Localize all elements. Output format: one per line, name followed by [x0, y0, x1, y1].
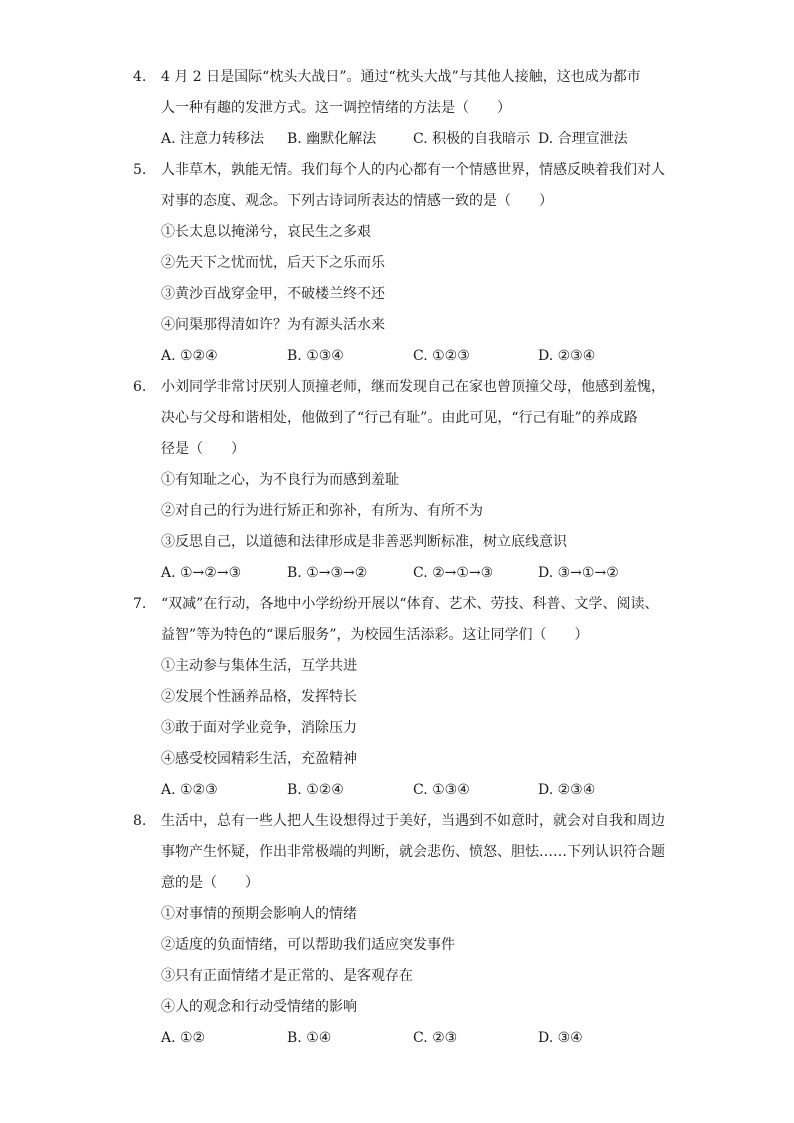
option-c: C. ①②③ [413, 348, 470, 364]
question-number: 8. [133, 813, 147, 829]
option-b: B. ①③④ [287, 348, 344, 364]
question-stem-line: 人非草木，孰能无情。我们每个人的内心都有一个情感世界，情感反映着我们对人 [161, 162, 665, 178]
question-stem-line: 生活中，总有一些人把人生设想得过于美好，当遇到不如意时，就会对自我和周边 [161, 813, 665, 829]
option-c: C. 积极的自我暗示 [413, 131, 531, 147]
statement-item: ②对自己的行为进行矫正和弥补，有所为、有所不为 [161, 503, 483, 519]
statement-item: ③敢于面对学业竞争，消除压力 [161, 720, 357, 736]
statement-item: ②发展个性涵养品格，发挥特长 [161, 689, 357, 705]
statement-item: ①长太息以掩涕兮，哀民生之多艰 [161, 224, 371, 240]
statement-item: ①有知耻之心，为不良行为而感到羞耻 [161, 472, 399, 488]
option-a: A. ①②③ [161, 782, 218, 798]
statement-item: ③黄沙百战穿金甲，不破楼兰终不还 [161, 286, 385, 302]
question-stem-line: 对事的态度、观念。下列古诗词所表达的情感一致的是（ ） [161, 193, 553, 209]
option-a: A. ①→②→③ [161, 565, 242, 581]
option-d: D. ②③④ [538, 782, 596, 798]
option-a: A. 注意力转移法 [161, 131, 265, 147]
question-stem-line: 人一种有趣的发泄方式。这一调控情绪的方法是（ ） [161, 100, 511, 116]
option-b: B. 幽默化解法 [287, 131, 377, 147]
statement-item: ②先天下之忧而忧，后天下之乐而乐 [161, 255, 385, 271]
question-stem-line: 4 月 2 日是国际“枕头大战日”。通过“枕头大战”与其他人接触，这也成为都市 [161, 69, 641, 85]
statement-item: ①对事情的预期会影响人的情绪 [161, 906, 357, 922]
question-number: 6. [133, 379, 147, 395]
question-stem-line: 小刘同学非常讨厌别人顶撞老师，继而发现自己在家也曾顶撞父母，他感到羞愧， [161, 379, 665, 395]
question-number: 4. [133, 69, 147, 85]
option-b: B. ①→③→② [287, 565, 368, 581]
statement-item: ②适度的负面情绪，可以帮助我们适应突发事件 [161, 937, 455, 953]
option-d: D. ③→①→② [538, 565, 619, 581]
option-a: A. ①②④ [161, 348, 218, 364]
statement-item: ④感受校园精彩生活，充盈精神 [161, 751, 357, 767]
question-stem-line: 径是（ ） [161, 441, 245, 457]
option-c: C. ②→①→③ [413, 565, 494, 581]
option-d: D. ③④ [538, 1030, 583, 1046]
statement-item: ④人的观念和行动受情绪的影响 [161, 999, 357, 1015]
question-stem-line: 决心与父母和谐相处，他做到了“行己有耻”。由此可见，“行己有耻”的养成路 [161, 410, 638, 426]
option-c: C. ②③ [413, 1030, 458, 1046]
question-number: 5. [133, 162, 147, 178]
statement-item: ③只有正面情绪才是正常的、是客观存在 [161, 968, 413, 984]
statement-item: ①主动参与集体生活，互学共进 [161, 658, 357, 674]
question-stem-line: 意的是（ ） [161, 875, 259, 891]
question-number: 7. [133, 596, 147, 612]
question-stem-line: 益智”等为特色的“课后服务”，为校园生活添彩。这让同学们（ ） [161, 627, 589, 643]
option-b: B. ①②④ [287, 782, 344, 798]
option-d: D. ②③④ [538, 348, 596, 364]
question-stem-line: “双减”在行动，各地中小学纷纷开展以“体育、艺术、劳技、科普、文学、阅读、 [161, 596, 659, 612]
option-d: D. 合理宣泄法 [538, 131, 628, 147]
option-a: A. ①② [161, 1030, 206, 1046]
question-stem-line: 事物产生怀疑，作出非常极端的判断，就会悲伤、愤怒、胆怯……下列认识符合题 [161, 844, 665, 860]
statement-item: ③反思自己，以道德和法律形成是非善恶判断标准，树立底线意识 [161, 534, 567, 550]
option-b: B. ①④ [287, 1030, 332, 1046]
statement-item: ④问渠那得清如许？为有源头活水来 [161, 317, 385, 333]
option-c: C. ①③④ [413, 782, 470, 798]
